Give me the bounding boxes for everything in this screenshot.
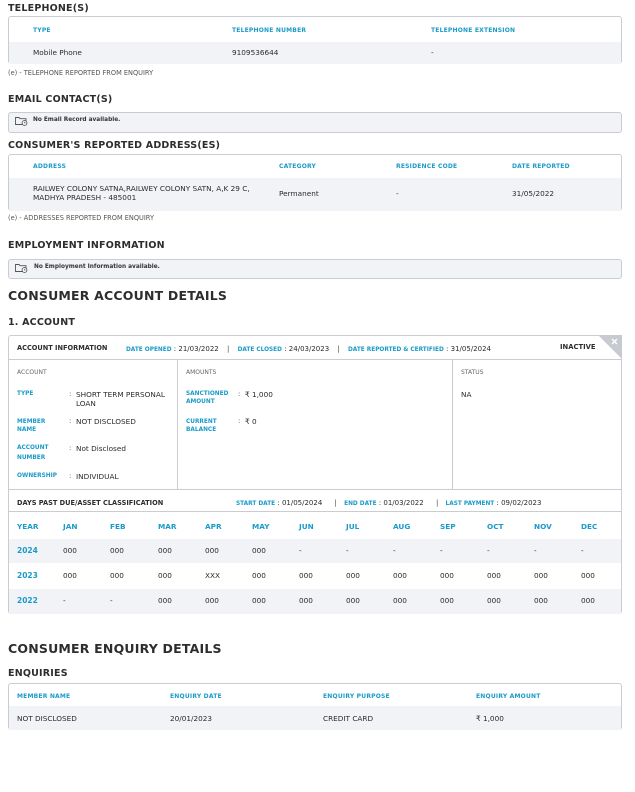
status-section-label: STATUS	[461, 369, 484, 376]
enquiry-member-name: NOT DISCLOSED	[17, 714, 77, 723]
folder-clock-icon	[15, 116, 28, 126]
col-header-telephone-extension: TELEPHONE EXTENSION	[431, 27, 516, 34]
account-number-label-1: ACCOUNT	[17, 445, 49, 451]
dpd-cell: 000	[158, 571, 172, 580]
table-row	[9, 539, 621, 563]
dpd-title: DAYS PAST DUE/ASSET CLASSIFICATION	[17, 499, 164, 507]
dpd-cell: 000	[487, 571, 501, 580]
colon: :	[69, 390, 72, 398]
dpd-cell: -	[487, 546, 490, 555]
dpd-cell: 000	[63, 546, 77, 555]
status-badge: INACTIVE	[560, 343, 596, 351]
dpd-cell: 000	[534, 571, 548, 580]
phone-extension: -	[431, 48, 434, 57]
telephones-title: TELEPHONE(S)	[8, 3, 89, 14]
ownership-value: INDIVIDUAL	[76, 472, 119, 481]
dpd-cell: -	[346, 546, 349, 555]
type-value-line-2: LOAN	[76, 399, 96, 408]
phone-type: Mobile Phone	[33, 48, 82, 57]
end-date-value: 01/03/2022	[383, 499, 424, 507]
month-header-jan: JAN	[63, 522, 78, 531]
dpd-cell: -	[581, 546, 584, 555]
dpd-cell: 000	[534, 596, 548, 605]
date-reported-label: DATE REPORTED & CERTIFIED	[347, 347, 444, 353]
last-payment-label: LAST PAYMENT	[445, 501, 495, 507]
colon: :	[238, 417, 241, 425]
dpd-year-2023: 2023	[17, 571, 38, 580]
date-opened-value: 21/03/2022	[178, 345, 219, 353]
enquiries-table	[8, 683, 622, 730]
col-header-enquiry-purpose: ENQUIRY PURPOSE	[323, 693, 390, 700]
type-value-line-1: SHORT TERM PERSONAL	[76, 390, 165, 399]
type-label: TYPE	[17, 391, 34, 397]
start-date-label: START DATE	[236, 501, 276, 507]
status-value: NA	[461, 390, 472, 399]
col-header-date-reported: DATE REPORTED	[512, 163, 570, 170]
dpd-cell: 000	[393, 571, 407, 580]
account-number-value: Not Disclosed	[76, 444, 126, 453]
sanctioned-amount-value: ₹ 1,000	[245, 390, 273, 399]
dpd-cell: 000	[440, 596, 454, 605]
dpd-cell: 000	[63, 571, 77, 580]
date-closed-label: DATE CLOSED	[237, 347, 282, 353]
dpd-cell: 000	[299, 596, 313, 605]
col-header-type: TYPE	[33, 27, 51, 34]
dpd-cell: 000	[299, 571, 313, 580]
year-header: YEAR	[17, 522, 39, 531]
dpd-cell: 000	[581, 596, 595, 605]
addresses-title: CONSUMER'S REPORTED ADDRESS(ES)	[8, 140, 221, 151]
dpd-cell: -	[534, 546, 537, 555]
enquiry-date: 20/01/2023	[170, 714, 213, 723]
account-details-title: CONSUMER ACCOUNT DETAILS	[8, 288, 228, 303]
dpd-cell: 000	[487, 596, 501, 605]
month-header-nov: NOV	[534, 522, 552, 531]
dpd-cell: 000	[440, 571, 454, 580]
account-heading: 1. ACCOUNT	[8, 317, 76, 328]
account-info-label: ACCOUNT INFORMATION	[17, 344, 108, 352]
date-reported-value: 31/05/2024	[450, 345, 491, 353]
address-line-2: MADHYA PRADESH - 485001	[33, 193, 137, 202]
divider	[9, 489, 621, 490]
last-payment-value: 09/02/2023	[501, 499, 542, 507]
amounts-section-label: AMOUNTS	[186, 369, 217, 376]
account-number-label-2: NUMBER	[17, 455, 46, 461]
enquiry-purpose: CREDIT CARD	[323, 714, 374, 723]
month-header-feb: FEB	[110, 522, 126, 531]
dpd-cell: -	[440, 546, 443, 555]
table-row	[9, 589, 621, 614]
account-dates: DATE OPENED : 21/03/2022 | DATE CLOSED : 24/03/2023 | DATE REPORTED & CERTIFIED : 31/05/2024	[126, 345, 491, 353]
current-balance-label-2: BALANCE	[186, 427, 217, 433]
dpd-cell: 000	[158, 596, 172, 605]
enquiry-amount: ₹ 1,000	[476, 714, 504, 723]
month-header-jun: JUN	[299, 522, 314, 531]
employment-title: EMPLOYMENT INFORMATION	[8, 240, 165, 251]
divider	[9, 359, 621, 360]
address-date-reported: 31/05/2022	[512, 189, 555, 198]
emails-title: EMAIL CONTACT(S)	[8, 94, 113, 105]
dpd-cell: -	[393, 546, 396, 555]
colon: :	[69, 417, 72, 425]
col-header-enquiry-amount: ENQUIRY AMOUNT	[476, 693, 541, 700]
current-balance-label-1: CURRENT	[186, 419, 217, 425]
current-balance-value: ₹ 0	[245, 417, 257, 426]
account-section-label: ACCOUNT	[17, 369, 47, 376]
sanctioned-amount-label-2: AMOUNT	[186, 399, 215, 405]
month-header-sep: SEP	[440, 522, 456, 531]
month-header-jul: JUL	[346, 522, 360, 531]
enquiries-subtitle: ENQUIRIES	[8, 668, 68, 679]
employment-empty-box	[8, 259, 622, 279]
dpd-cell: -	[110, 596, 113, 605]
table-row	[9, 42, 621, 64]
table-row	[9, 178, 621, 211]
month-header-apr: APR	[205, 522, 222, 531]
dpd-cell: 000	[110, 546, 124, 555]
divider	[9, 511, 621, 512]
addresses-table	[8, 154, 622, 211]
close-icon[interactable]	[598, 335, 622, 359]
col-header-residence-code: RESIDENCE CODE	[396, 163, 458, 170]
col-header-member-name: MEMBER NAME	[17, 693, 71, 700]
dpd-cell: 000	[205, 596, 219, 605]
col-header-category: CATEGORY	[279, 163, 317, 170]
dpd-cell: 000	[205, 546, 219, 555]
dpd-cell: 000	[158, 546, 172, 555]
phone-number: 9109536644	[232, 48, 279, 57]
ownership-label: OWNERSHIP	[17, 473, 58, 479]
emails-empty-box	[8, 112, 622, 133]
divider	[177, 359, 178, 489]
dpd-cell: 000	[252, 546, 266, 555]
dpd-cell: 000	[346, 596, 360, 605]
folder-clock-icon	[15, 263, 28, 273]
divider	[452, 359, 453, 489]
date-opened-label: DATE OPENED	[126, 347, 172, 353]
telephones-note: (e) - TELEPHONE REPORTED FROM ENQUIRY	[8, 69, 154, 77]
sanctioned-amount-label-1: SANCTIONED	[186, 391, 229, 397]
address-residence-code: -	[396, 189, 399, 198]
member-name-value: NOT DISCLOSED	[76, 417, 136, 426]
colon: :	[238, 390, 241, 398]
address-line-1: RAILWEY COLONY SATNA,RAILWEY COLONY SATN, A,K 29 C,	[33, 184, 250, 193]
month-header-mar: MAR	[158, 522, 177, 531]
col-header-telephone-number: TELEPHONE NUMBER	[232, 27, 307, 34]
date-closed-value: 24/03/2023	[288, 345, 330, 353]
member-name-label-2: NAME	[17, 427, 37, 433]
month-header-may: MAY	[252, 522, 270, 531]
month-header-oct: OCT	[487, 522, 504, 531]
month-header-aug: AUG	[393, 522, 411, 531]
dpd-year-2024: 2024	[17, 546, 38, 555]
telephones-table	[8, 16, 622, 64]
dpd-cell: 000	[393, 596, 407, 605]
end-date-label: END DATE	[344, 501, 377, 507]
enquiry-details-title: CONSUMER ENQUIRY DETAILS	[8, 641, 222, 656]
member-name-label-1: MEMBER	[17, 419, 46, 425]
colon: :	[69, 444, 72, 452]
address-category: Permanent	[279, 189, 319, 198]
dpd-cell: -	[63, 596, 66, 605]
emails-empty-text: No Email Record available.	[33, 117, 121, 123]
dpd-year-2022: 2022	[17, 596, 38, 605]
col-header-enquiry-date: ENQUIRY DATE	[170, 693, 222, 700]
employment-empty-text: No Employment Information available.	[34, 264, 160, 270]
start-date-value: 01/05/2024	[281, 499, 323, 507]
dpd-cell: -	[299, 546, 302, 555]
dpd-cell: 000	[581, 571, 595, 580]
dpd-cell: XXX	[205, 571, 220, 580]
dpd-dates: START DATE : 01/05/2024 | END DATE : 01/03/2022 | LAST PAYMENT : 09/02/2023	[236, 499, 542, 507]
dpd-cell: 000	[110, 571, 124, 580]
dpd-cell: 000	[252, 596, 266, 605]
month-header-dec: DEC	[581, 522, 598, 531]
dpd-cell: 000	[346, 571, 360, 580]
col-header-address: ADDRESS	[33, 163, 67, 170]
account-card	[8, 335, 622, 614]
table-row	[9, 706, 621, 730]
colon: :	[69, 472, 72, 480]
dpd-cell: 000	[252, 571, 266, 580]
addresses-note: (e) - ADDRESSES REPORTED FROM ENQUIRY	[8, 214, 154, 222]
